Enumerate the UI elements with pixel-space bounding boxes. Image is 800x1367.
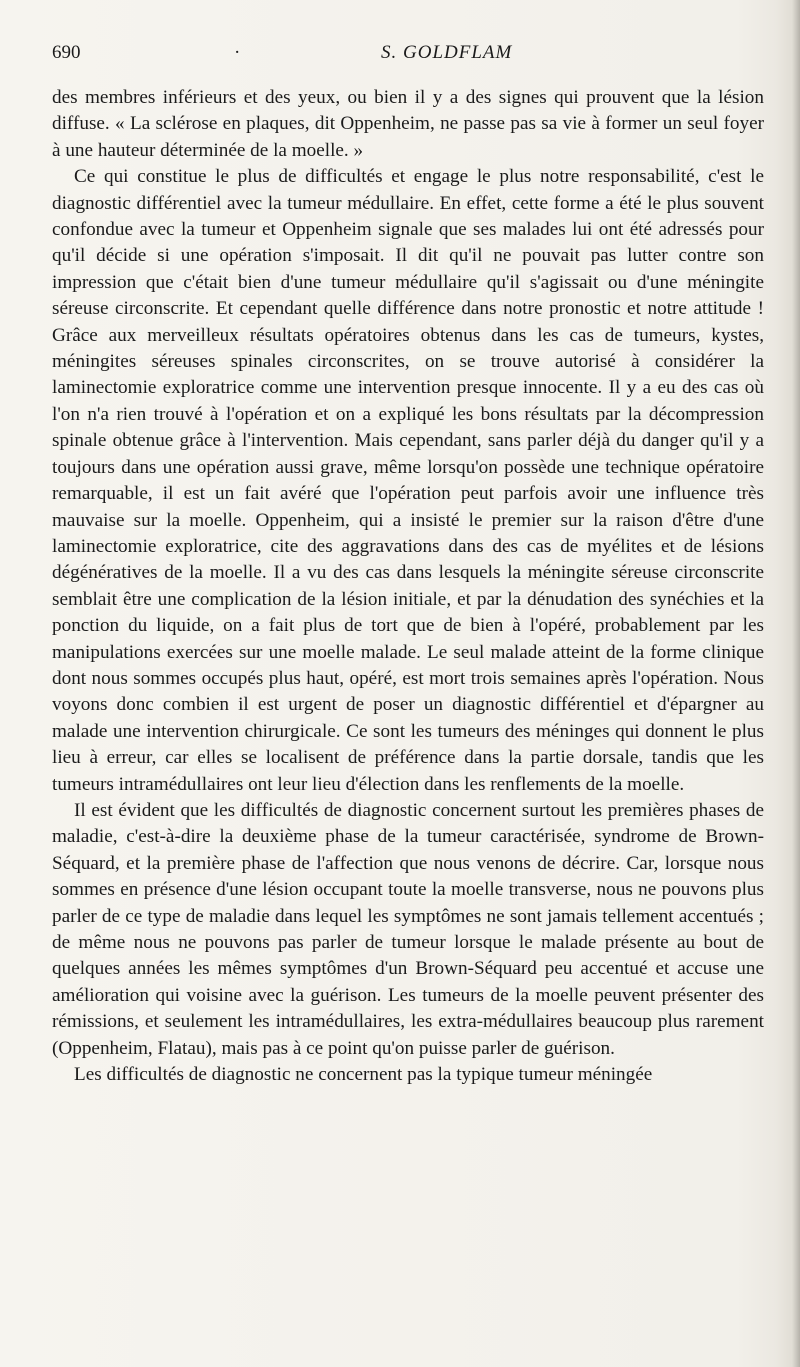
paragraph-2: Ce qui constitue le plus de difficultés et engage le plus notre responsabilité, c'est le diagnostic différentiel avec la tumeur médullaire. En effet, cette forme a été le plus souvent confondue avec la tumeur et Oppenheim signale que ses malades lui ont été adressés pour qu'il décide si une opération s'imposait. Il dit qu'il ne pouvait pas lutter contre son impression que c'était bien d'une tumeur médullaire qu'il s'agissait ou d'une méningite séreuse circonscrite. Et cependant quelle différence dans notre pronostic et notre attitude ! Grâce aux merveilleux résultats opératoires obtenus dans les cas de tumeurs, kystes, méningites séreuses spinales circonscrites, on se trouve autorisé à considérer la laminectomie exploratrice comme une intervention presque innocente. Il y a eu des cas où l'on n'a rien trouvé à l'opération et on a expliqué les bons résultats par la décompression spinale obtenue grâce à l'intervention. Mais cependant, sans parler déjà du danger qu'il y a toujours dans une opération aussi grave, même lorsqu'on possède une technique opératoire remarquable, il est un fait avéré que l'opération peut parfois avoir une influence très mauvaise sur la moelle. Oppenheim, qui a insisté le premier sur la raison d'être d'une laminectomie exploratrice, cite des aggravations dans des cas de myélites et de lésions dégénératives de la moelle. Il a vu des cas dans lesquels la méningite séreuse circonscrite semblait être une complication de la lésion initiale, et par la dénudation des synéchies et la ponction du liquide, on a fait plus de tort que de bien à l'opéré, probablement par les manipulations exercées sur une moelle malade. Le seul malade atteint de la forme clinique dont nous sommes occupés plus haut, opéré, est mort trois semaines après l'opération. Nous voyons donc combien il est urgent de poser un diagnostic différentiel et d'épargner au malade une intervention chirurgicale. Ce sont les tumeurs des méninges qui donnent le plus lieu à erreur, car elles se localisent de préférence dans la partie dorsale, tandis que les tumeurs intramédullaires ont leur lieu d'élection dans les renflements de la moelle. (52, 166, 764, 795)
header-separator-dot: · (234, 42, 241, 63)
paragraph-1: des membres inférieurs et des yeux, ou bien il y a des signes qui prouvent que la lésion diffuse. « La sclérose en plaques, dit Oppenheim, ne passe pas sa vie à former un seul foyer à une hauteur déterminée de la moelle. » (52, 87, 764, 161)
page-number: 690 (52, 42, 81, 63)
paragraph-3: Il est évident que les difficultés de diagnostic concernent surtout les premières phases de maladie, c'est-à-dire la deuxième phase de la tumeur caractérisée, syndrome de Brown-Séquard, et la première phase de l'affection que nous venons de décrire. Car, lorsque nous sommes en présence d'une lésion occupant toute la moelle transverse, nous ne pouvons plus parler de ce type de maladie dans lequel les symptômes ne sont jamais tellement accentués ; de même nous ne pouvons pas parler de tumeur lorsque le malade présente au bout de quelques années les mêmes symptômes d'un Brown-Séquard peu accentué et accuse une amélioration qui voisine avec la guérison. Les tumeurs de la moelle peuvent présenter des rémissions, et seulement les intramédullaires, les extra-médullaires beaucoup plus rarement (Oppenheim, Flatau), mais pas à ce point qu'on puisse parler de guérison. (52, 799, 764, 1059)
paragraph-4: Les difficultés de diagnostic ne concernent pas la typique tumeur méningée (74, 1064, 653, 1086)
page-edge-shadow (792, 0, 800, 1367)
page-header (52, 42, 752, 70)
running-title: S. GOLDFLAM (381, 42, 513, 63)
body-text (52, 85, 764, 1088)
